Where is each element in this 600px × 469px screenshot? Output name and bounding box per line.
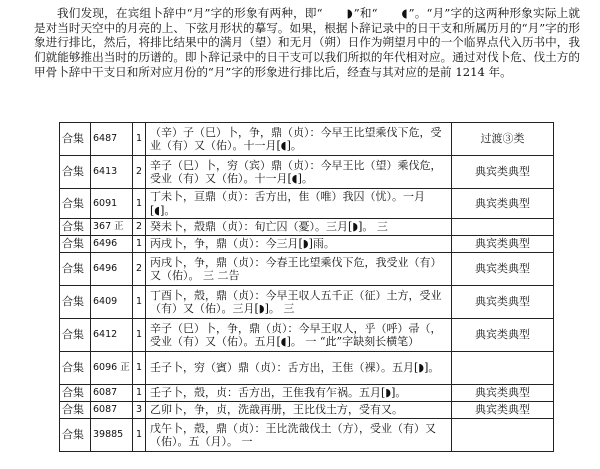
table-row xyxy=(60,253,554,286)
number-cell: 6087 xyxy=(91,402,133,419)
type-cell: 典宾类典型 xyxy=(452,189,554,219)
table-row xyxy=(60,189,554,219)
waning-moon-glyph: ◖ xyxy=(401,6,408,20)
type-cell: 典宾类典型 xyxy=(452,402,554,419)
source-cell: 合集 xyxy=(60,286,91,319)
oracle-inscription-table xyxy=(59,122,554,452)
index-cell: 2 xyxy=(133,219,146,236)
type-cell: 典宾类典型 xyxy=(452,286,554,319)
table-row xyxy=(60,352,554,385)
type-cell xyxy=(452,352,554,385)
index-cell: 1 xyxy=(133,189,146,219)
number-cell: 6087 xyxy=(91,385,133,402)
inscription-cell: 壬子卜，殻，贞：舌方出，王隹我有乍祸。五月[◗]。 xyxy=(146,385,452,402)
inscription-cell: 丙戌卜，争，鼎（贞）：今春王比望乘伐下危，我受业（有）又（佑）。 三 二告 xyxy=(146,253,452,286)
index-cell: 2 xyxy=(133,253,146,286)
index-cell: 1 xyxy=(133,236,146,253)
table-row xyxy=(60,385,554,402)
page-edge xyxy=(0,463,20,469)
table-row xyxy=(60,219,554,236)
index-cell: 1 xyxy=(133,286,146,319)
table-row xyxy=(60,156,554,189)
table-row xyxy=(60,286,554,319)
number-cell: 6412 xyxy=(91,319,133,352)
number-cell: 6096 正 xyxy=(91,352,133,385)
source-cell: 合集 xyxy=(60,352,91,385)
type-cell: 典宾类典型 xyxy=(452,236,554,253)
number-cell: 6413 xyxy=(91,156,133,189)
intro-text-2: ”和“ xyxy=(353,6,378,20)
source-cell: 合集 xyxy=(60,156,91,189)
type-cell xyxy=(452,219,554,236)
intro-paragraph-block xyxy=(34,6,580,80)
source-cell: 合集 xyxy=(60,189,91,219)
source-cell: 合集 xyxy=(60,319,91,352)
number-cell: 6409 xyxy=(91,286,133,319)
inscription-cell: 戊午卜，殻，鼎（贞）：王比洗戠伐土（方），受业（有）又（佑）。五（月）。 一 xyxy=(146,419,452,452)
inscription-cell: 乙卯卜，争，贞，洗戠再册，王比伐土方，受有又。 xyxy=(146,402,452,419)
number-cell: 6487 xyxy=(91,123,133,156)
table-row xyxy=(60,319,554,352)
inscription-cell: 辛子（巳）卜，争，鼎（贞）：今早王収人，乎（呼）帚（，受业（有）又（佑）。五月[◖]。 一 “此”字缺刻长横笔） xyxy=(146,319,452,352)
inscription-cell: 丁未卜，亘鼎（贞）：舌方出，隹（唯）我囚（忧）。一月[◖]。 xyxy=(146,189,452,219)
type-cell: 典宾类典型 xyxy=(452,156,554,189)
inscription-cell: 辛子（巳）卜，穷（宾）鼎（贞）：今早王比（望）乘伐危，受业（有）又（佑）。十一月[◖]。 xyxy=(146,156,452,189)
table-row xyxy=(60,402,554,419)
index-cell: 3 xyxy=(133,402,146,419)
type-cell: 典宾类典型 xyxy=(452,253,554,286)
source-cell: 合集 xyxy=(60,419,91,452)
inscription-cell: 丙戌卜，争，鼎（贞）：今三月[◗]雨。 xyxy=(146,236,452,253)
inscription-cell: 丁酉卜，殻，鼎（贞）：今早王収人五千正（征）土方，受业（有）又（佑）。三月[◗]。 三 xyxy=(146,286,452,319)
index-cell: 1 xyxy=(133,419,146,452)
inscription-cell: 癸未卜，殻鼎（贞）：旬亡囚（憂）。三月[◗]。 三 xyxy=(146,219,452,236)
intro-text-1: 我们发现，在宾组卜辞中“月”字的形象有两种，即“ xyxy=(57,6,323,20)
index-cell: 1 xyxy=(133,319,146,352)
source-cell: 合集 xyxy=(60,219,91,236)
intro-text-3: ”。“月”字的这两种形象实际上就是对当时天空中的月亮的上、下弦月形状的摹写。如果，根据卜辞记录中的日干支和所属历月的“月”字的形象进行排比，然后，将排比结果中的满月（望）和无月（朔）日作为朔望月中的一个临界点代入历书中，我们就能够推出当时的历谱的。即卜辞记录中的日干支可以我们所拟的年代相对应。通过对伐卜危、伐土方的甲骨卜辞中干支日和所对应月份的“月”字的形象进行排比后，经查与其对应的是前 1214 年。 xyxy=(34,6,580,79)
inscription-cell: 壬子卜，穷（賓）鼎（贞）：舌方出，王隹（裸）。五月[◗]。 xyxy=(146,352,452,385)
number-cell: 367 正 xyxy=(91,219,133,236)
type-cell: 典宾类典型 xyxy=(452,385,554,402)
number-cell: 39885 xyxy=(91,419,133,452)
index-cell: 1 xyxy=(133,123,146,156)
source-cell: 合集 xyxy=(60,253,91,286)
number-cell: 6091 xyxy=(91,189,133,219)
table-row xyxy=(60,419,554,452)
source-cell: 合集 xyxy=(60,402,91,419)
index-cell: 1 xyxy=(133,352,146,385)
inscription-cell: （辛）子（巳）卜，争，鼎（贞）：今早王比望乘伐下危，受业（有）又（佑）。十一月[◖]。 xyxy=(146,123,452,156)
type-cell xyxy=(452,419,554,452)
number-cell: 6496 xyxy=(91,253,133,286)
index-cell: 2 xyxy=(133,156,146,189)
type-cell: 过渡③类 xyxy=(452,123,554,156)
number-cell: 6496 xyxy=(91,236,133,253)
source-cell: 合集 xyxy=(60,236,91,253)
waxing-moon-glyph: ◗ xyxy=(346,6,353,20)
source-cell: 合集 xyxy=(60,385,91,402)
intro-paragraph xyxy=(34,6,580,80)
type-cell: 典宾类典型 xyxy=(452,319,554,352)
table-row xyxy=(60,123,554,156)
index-cell: 1 xyxy=(133,385,146,402)
source-cell: 合集 xyxy=(60,123,91,156)
table-row xyxy=(60,236,554,253)
